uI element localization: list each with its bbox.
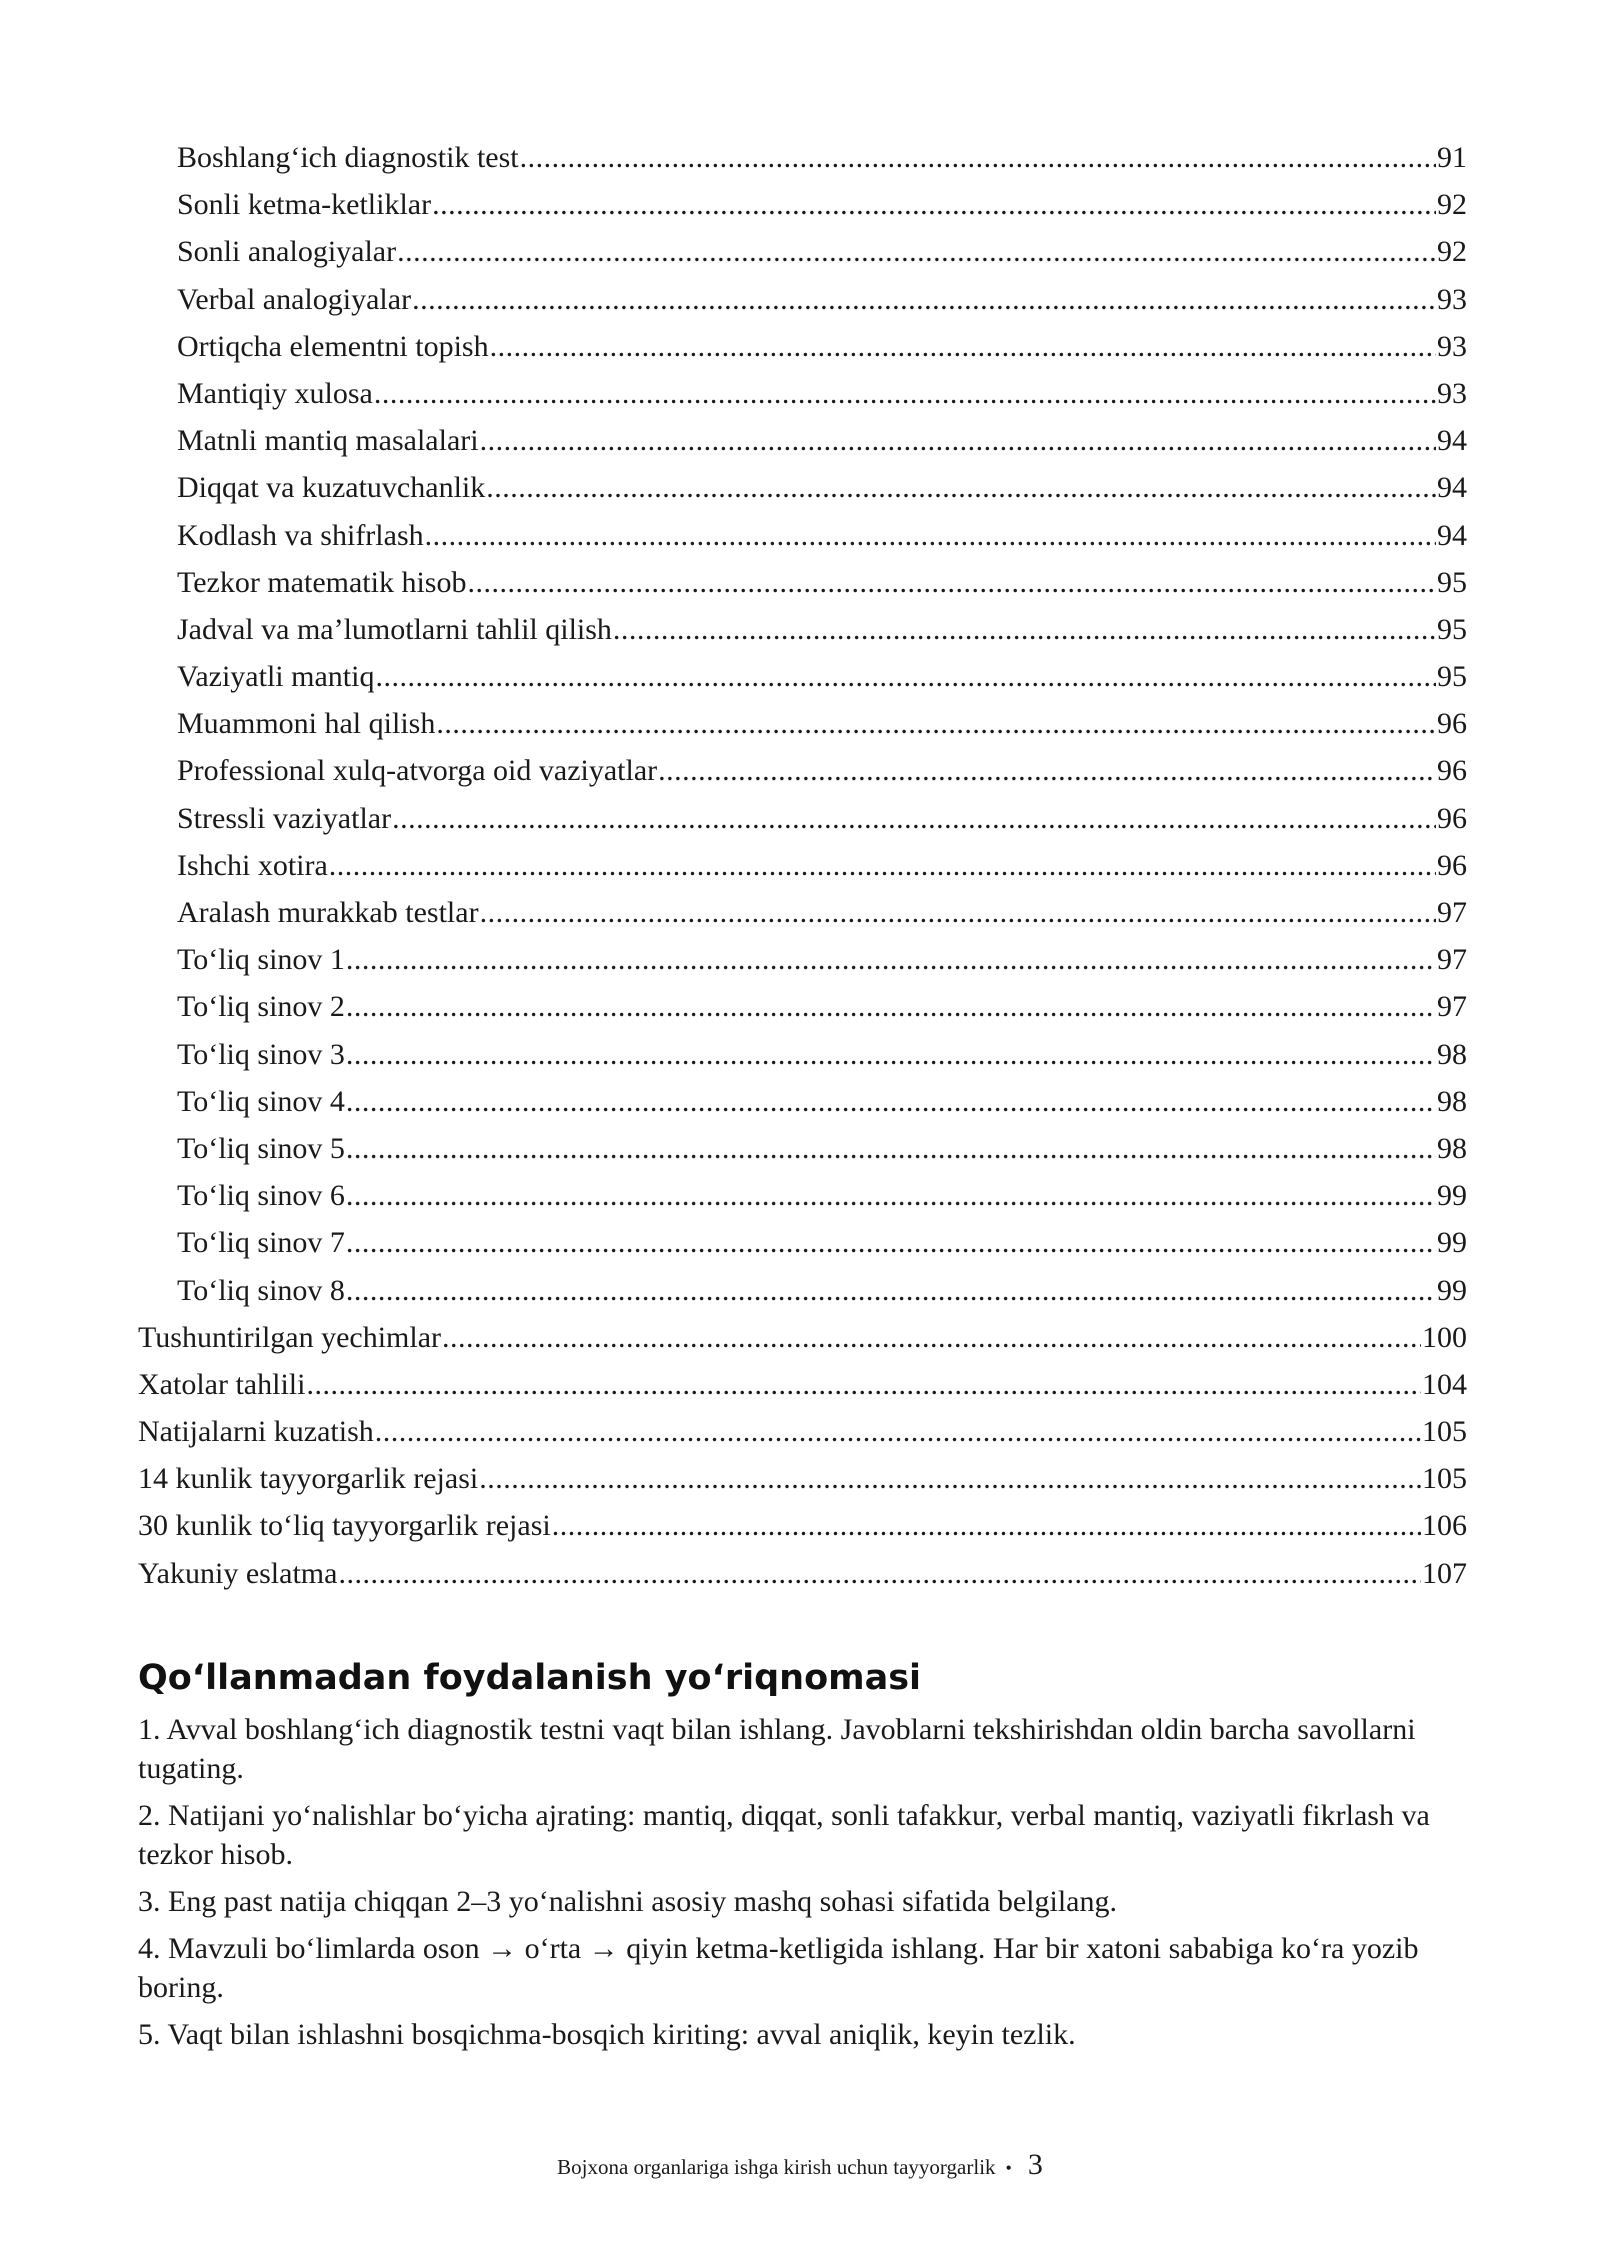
toc-entry-title: Aralash murakkab testlar [177,896,479,929]
toc-entry-title: Sonli analogiyalar [177,235,397,269]
toc-entry-title: To‘liq sinov 1 [177,943,345,977]
guide-item: 5. Vaqt bilan ishlashni bosqichma-bosqich kiriting: avval aniqlik, keyin tezlik. [138,2018,1076,2051]
toc-entry-page: 95 [1437,565,1467,599]
toc-entry-page: 107 [1422,1556,1467,1590]
toc-leader-dots [486,464,1436,511]
toc-entry-title: Xatolar tahlili [138,1367,306,1401]
toc-leader-dots [346,1219,1436,1266]
toc-entry[interactable] [138,700,1467,747]
toc-entry[interactable] [138,1550,1467,1597]
guide-item: 1. Avval boshlang‘ich diagnostik testni vaqt bilan ishlang. Javoblarni tekshirishdan oldin barcha savollarni tugating. [138,1713,1416,1785]
toc-leader-dots [346,936,1436,983]
toc-entry-title: Ortiqcha elementni topish [177,329,489,363]
toc-entry-title: Boshlang‘ich diagnostik test [177,141,519,174]
toc-leader-dots [436,700,1436,747]
toc-entry[interactable] [138,370,1467,417]
toc-entry-page: 91 [1437,141,1467,174]
toc-leader-dots [480,889,1436,936]
toc-leader-dots [552,1502,1421,1549]
toc-entry-title: Jadval va ma’lumotlarni tahlil qilish [177,612,612,646]
toc-entry[interactable] [138,1267,1467,1314]
toc-entry-title: Matnli mantiq masalalari [177,424,479,458]
toc-leader-dots [338,1550,1421,1597]
toc-entry[interactable] [138,1078,1467,1125]
toc-leader-dots [346,983,1436,1030]
toc-entry-page: 96 [1437,801,1467,835]
toc-entry[interactable] [138,1314,1467,1361]
toc-entry[interactable] [138,936,1467,983]
toc-leader-dots [397,228,1436,275]
toc-entry[interactable] [138,606,1467,653]
toc-entry-page: 95 [1437,660,1467,694]
toc-entry-page: 95 [1437,612,1467,646]
guide-heading: Qo‘llanmadan foydalanish yo‘riqnomasi [138,1658,922,1698]
toc-entry[interactable] [138,276,1467,323]
toc-entry-title: To‘liq sinov 6 [177,1179,345,1213]
toc-entry[interactable] [138,181,1467,228]
toc-entry[interactable] [138,653,1467,700]
toc-entry-page: 93 [1437,282,1467,316]
toc-entry[interactable] [138,1408,1467,1455]
toc-entry-page: 106 [1422,1509,1467,1543]
toc-entry[interactable] [138,1502,1467,1549]
toc-leader-dots [329,842,1436,889]
toc-entry[interactable] [138,228,1467,275]
toc-leader-dots [412,276,1436,323]
toc-leader-dots [520,134,1436,181]
toc-entry-page: 105 [1422,1415,1467,1449]
toc-entry-title: To‘liq sinov 5 [177,1131,345,1165]
toc-entry-title: Stressli vaziyatlar [177,801,392,835]
toc-leader-dots [480,417,1436,464]
toc-entry-title: To‘liq sinov 7 [177,1226,345,1260]
toc-entry[interactable] [138,983,1467,1030]
toc-entry[interactable] [138,1219,1467,1266]
toc-leader-dots [479,1455,1421,1502]
toc-entry-page: 96 [1437,707,1467,741]
footer-title: Bojxona organlariga ishga kirish uchun tayyorgarlik [557,2155,996,2179]
toc-entry-page: 97 [1437,990,1467,1024]
toc-entry-title: Yakuniy eslatma [138,1556,338,1590]
toc-entry-page: 92 [1437,235,1467,269]
toc-entry-page: 94 [1437,518,1467,552]
guide-item: 2. Natijani yo‘nalishlar bo‘yicha ajrating: mantiq, diqqat, sonli tafakkur, verbal mantiq, vaziyatli fikrlash va tezkor hisob. [138,1799,1430,1871]
toc-entry-page: 98 [1437,1131,1467,1165]
toc-entry[interactable] [138,1031,1467,1078]
toc-entry[interactable] [138,889,1467,936]
toc-entry-title: Tushuntirilgan yechimlar [138,1320,442,1354]
toc-entry-page: 98 [1437,1084,1467,1118]
toc-leader-dots [375,1408,1421,1455]
toc-entry[interactable] [138,1172,1467,1219]
toc-entry[interactable] [138,795,1467,842]
toc-leader-dots [346,1125,1436,1172]
toc-entry-title: 14 kunlik tayyorgarlik rejasi [138,1462,479,1496]
toc-entry-page: 93 [1437,329,1467,363]
toc-entry-page: 99 [1437,1226,1467,1260]
toc-entry[interactable] [138,842,1467,889]
toc-leader-dots [392,795,1436,842]
toc-entry-page: 105 [1422,1462,1467,1496]
toc-entry[interactable] [138,1455,1467,1502]
toc-leader-dots [425,512,1436,559]
toc-leader-dots [374,370,1436,417]
toc-leader-dots [467,559,1436,606]
toc-entry-page: 99 [1437,1273,1467,1307]
toc-entry-page: 94 [1437,424,1467,458]
toc-entry[interactable] [138,323,1467,370]
toc-entry-title: Natijalarni kuzatish [138,1415,374,1449]
toc-leader-dots [375,653,1436,700]
toc-leader-dots [306,1361,1421,1408]
toc-entry-page: 97 [1437,896,1467,929]
toc-leader-dots [432,181,1436,228]
page-number: 3 [1027,2148,1043,2181]
toc-entry-page: 104 [1422,1367,1467,1401]
toc-entry-page: 94 [1437,471,1467,505]
toc-entry-title: Professional xulq-atvorga oid vaziyatlar [177,754,658,788]
toc-entry[interactable] [138,1125,1467,1172]
footer-separator: • [1005,2158,1012,2178]
toc-list [138,134,1467,1597]
toc-entry-title: Verbal analogiyalar [177,282,412,316]
toc-entry[interactable] [138,512,1467,559]
toc-leader-dots [658,747,1436,794]
toc-entry-title: To‘liq sinov 4 [177,1084,345,1118]
toc-entry-page: 100 [1422,1320,1467,1354]
toc-entry-title: Mantiqiy xulosa [177,376,373,410]
toc-entry-title: Diqqat va kuzatuvchanlik [177,471,486,505]
toc-entry-title: Ishchi xotira [177,848,328,882]
toc-entry-title: 30 kunlik to‘liq tayyorgarlik rejasi [138,1509,551,1543]
toc-leader-dots [613,606,1436,653]
toc-leader-dots [346,1031,1436,1078]
table-of-contents [138,134,1467,1597]
toc-entry-page: 96 [1437,754,1467,788]
page-footer [0,2145,1600,2188]
toc-entry-title: To‘liq sinov 2 [177,990,345,1024]
toc-entry-page: 97 [1437,943,1467,977]
guide-item: 4. Mavzuli bo‘limlarda oson → o‘rta → qiyin ketma-ketligida ishlang. Har bir xatoni sababiga ko‘ra yozib boring. [138,1932,1419,2004]
toc-entry[interactable] [138,559,1467,606]
toc-entry-title: To‘liq sinov 3 [177,1037,345,1071]
guide-item: 3. Eng past natija chiqqan 2–3 yo‘nalishni asosiy mashq sohasi sifatida belgilang. [138,1885,1117,1918]
toc-leader-dots [490,323,1436,370]
toc-entry-title: Sonli ketma-ketliklar [177,188,432,222]
guide-list [138,1710,1467,2062]
toc-entry-page: 96 [1437,848,1467,882]
toc-entry-page: 98 [1437,1037,1467,1071]
toc-entry[interactable] [138,1361,1467,1408]
toc-entry-title: To‘liq sinov 8 [177,1273,345,1307]
toc-entry[interactable] [138,747,1467,794]
toc-leader-dots [346,1172,1436,1219]
toc-entry-page: 93 [1437,376,1467,410]
toc-entry-title: Tezkor matematik hisob [177,565,467,599]
toc-leader-dots [346,1078,1436,1125]
toc-leader-dots [346,1267,1436,1314]
toc-entry-page: 92 [1437,188,1467,222]
toc-entry-page: 99 [1437,1179,1467,1213]
toc-entry[interactable] [138,134,1467,181]
toc-entry[interactable] [138,464,1467,511]
toc-entry-title: Muammoni hal qilish [177,707,436,741]
toc-entry-title: Vaziyatli mantiq [177,660,375,694]
toc-entry[interactable] [138,417,1467,464]
toc-entry-title: Kodlash va shifrlash [177,518,424,552]
toc-leader-dots [442,1314,1421,1361]
